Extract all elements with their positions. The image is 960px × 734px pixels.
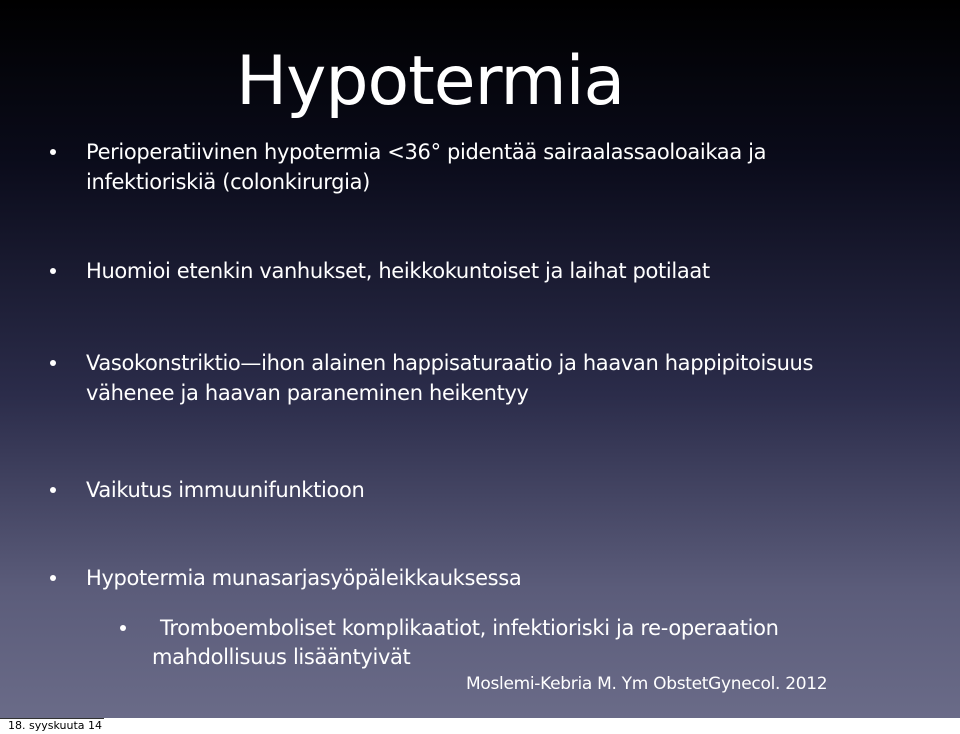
reference-citation: Moslemi-Kebria M. Ym ObstetGynecol. 2012 <box>466 674 828 694</box>
sub-bullet-line: Tromboemboliset komplikaatiot, infektioriski ja re-operaation <box>160 616 779 640</box>
sub-bullet-icon <box>120 625 126 631</box>
bullet-line: Hypotermia munasarjasyöpäleikkauksessa <box>86 566 522 590</box>
slide-title: Hypotermia <box>236 42 625 121</box>
bullet-icon <box>50 575 56 581</box>
bullet-line: Huomioi etenkin vanhukset, heikkokuntoiset ja laihat potilaat <box>86 259 710 283</box>
footer-date: 18. syyskuuta 14 <box>8 719 102 732</box>
bullet-icon <box>50 360 56 366</box>
footer-bar <box>0 718 960 734</box>
bullet-line: Vasokonstriktio—ihon alainen happisaturaatio ja haavan happipitoisuus <box>86 351 814 375</box>
bullet-icon <box>50 268 56 274</box>
bullet-icon <box>50 487 56 493</box>
bullet-line: Perioperatiivinen hypotermia <36° pidentää sairaalassaoloaikaa ja <box>86 140 767 164</box>
bullet-line: infektioriskiä (colonkirurgia) <box>86 170 370 194</box>
bullet-line: Vaikutus immuunifunktioon <box>86 478 365 502</box>
bullet-icon <box>50 149 56 155</box>
sub-bullet-line: mahdollisuus lisääntyivät <box>152 645 411 669</box>
bullet-line: vähenee ja haavan paraneminen heikentyy <box>86 381 529 405</box>
